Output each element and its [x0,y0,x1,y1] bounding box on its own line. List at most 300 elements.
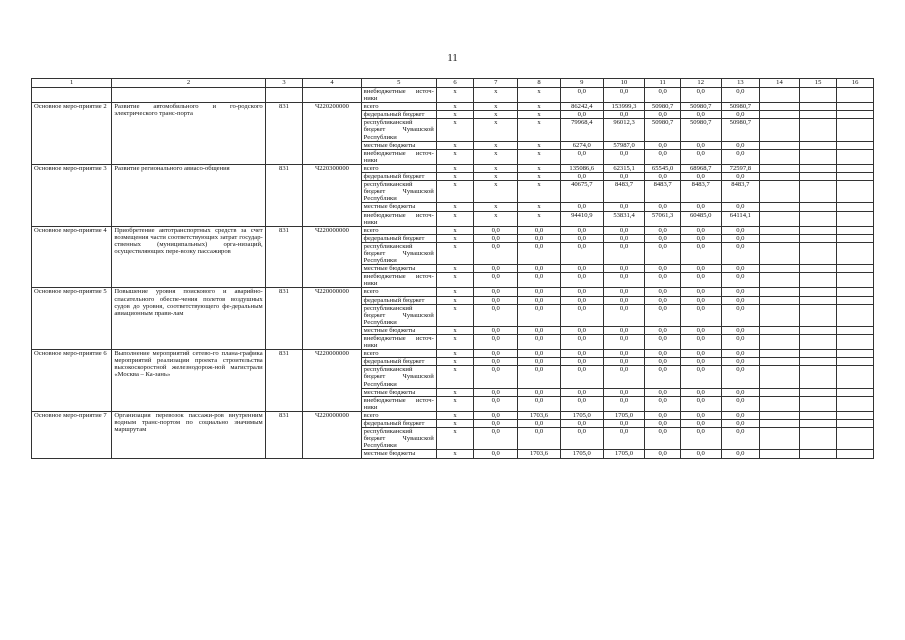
budget-table [31,78,874,459]
value-cell: 0,0 [560,203,603,211]
source-cell: внебюджетные источ-ники [361,211,436,226]
value-cell: 0,0 [721,149,760,164]
value-cell: 0,0 [560,265,603,273]
responsible-code: 831 [265,164,303,226]
empty-cell [760,234,800,242]
measure-description: Выполнение мероприятий сетево-го плана-графика мероприятий реализации проекта строительства высокоскоростной железнодорож-ной магистрали «Москва – Ка-зань» [112,350,265,412]
empty-cell [799,119,837,141]
source-cell: федеральный бюджет [361,111,436,119]
source-cell: внебюджетные источ-ники [361,149,436,164]
value-cell: x [436,326,474,334]
source-cell: внебюджетные источ-ники [361,88,436,103]
source-cell: всего [361,103,436,111]
value-cell: 0,0 [560,396,603,411]
empty-cell [799,181,837,203]
empty-cell [760,141,800,149]
empty-cell [837,226,874,234]
measure-name: Основное меро-приятие 6 [32,350,112,412]
table-row [32,164,874,172]
value-cell: 0,0 [560,242,603,264]
empty-cell [799,149,837,164]
empty-cell [799,296,837,304]
value-cell: 0,0 [518,242,561,264]
value-cell: 0,0 [680,234,721,242]
value-cell: 0,0 [474,411,518,419]
value-cell: 0,0 [518,420,561,428]
empty-cell [799,211,837,226]
value-cell: 0,0 [560,296,603,304]
value-cell: 8483,7 [603,181,645,203]
value-cell: 0,0 [645,358,680,366]
empty-cell [265,88,303,103]
value-cell: 0,0 [474,350,518,358]
empty-cell [837,411,874,419]
value-cell: 0,0 [560,111,603,119]
empty-cell [760,273,800,288]
source-cell: всего [361,350,436,358]
value-cell: x [436,296,474,304]
value-cell: x [436,304,474,326]
value-cell: 0,0 [721,234,760,242]
value-cell: 86242,4 [560,103,603,111]
value-cell: 0,0 [645,88,680,103]
empty-cell [837,88,874,103]
empty-cell [760,335,800,350]
value-cell: 0,0 [645,450,680,458]
empty-cell [760,396,800,411]
table-row [32,288,874,296]
value-cell: 0,0 [474,428,518,450]
value-cell: 0,0 [645,326,680,334]
value-cell: 0,0 [603,203,645,211]
source-cell: республиканский бюджет Чувашской Республики [361,119,436,141]
value-cell: x [436,450,474,458]
responsible-code: 831 [265,288,303,350]
value-cell: 65545,0 [645,164,680,172]
value-cell: 0,0 [680,265,721,273]
value-cell: 0,0 [603,366,645,388]
value-cell: 0,0 [560,304,603,326]
empty-cell [760,103,800,111]
value-cell: 0,0 [680,335,721,350]
value-cell: 0,0 [721,296,760,304]
value-cell: x [474,203,518,211]
source-cell: местные бюджеты [361,203,436,211]
value-cell: 0,0 [518,226,561,234]
value-cell: x [518,203,561,211]
value-cell: 72597,8 [721,164,760,172]
value-cell: 0,0 [560,428,603,450]
empty-cell [760,211,800,226]
value-cell: 0,0 [680,350,721,358]
value-cell: 0,0 [645,350,680,358]
value-cell: 0,0 [518,288,561,296]
value-cell: x [436,149,474,164]
value-cell: 0,0 [721,428,760,450]
value-cell: 0,0 [680,288,721,296]
value-cell: 62315,1 [603,164,645,172]
value-cell: 96012,3 [603,119,645,141]
empty-cell [837,350,874,358]
value-cell: 0,0 [645,242,680,264]
empty-cell [837,388,874,396]
column-header: 8 [518,79,561,88]
value-cell: 1703,6 [518,411,561,419]
value-cell: 0,0 [721,141,760,149]
value-cell: 8483,7 [721,181,760,203]
value-cell: 0,0 [645,149,680,164]
measure-name: Основное меро-приятие 2 [32,103,112,165]
value-cell: 0,0 [560,234,603,242]
empty-cell [837,288,874,296]
value-cell: 94410,9 [560,211,603,226]
empty-cell [837,164,874,172]
value-cell: 0,0 [645,111,680,119]
value-cell: 0,0 [680,273,721,288]
empty-cell [760,428,800,450]
measure-name: Основное меро-приятие 3 [32,164,112,226]
value-cell: 0,0 [518,234,561,242]
source-cell: всего [361,164,436,172]
value-cell: x [518,173,561,181]
column-header: 7 [474,79,518,88]
value-cell: 0,0 [518,396,561,411]
value-cell: x [436,288,474,296]
source-cell: всего [361,288,436,296]
value-cell: 0,0 [518,358,561,366]
empty-cell [760,226,800,234]
empty-cell [837,149,874,164]
source-cell: республиканский бюджет Чувашской Республики [361,242,436,264]
empty-cell [837,111,874,119]
value-cell: 0,0 [603,288,645,296]
empty-cell [837,119,874,141]
table-row [32,88,874,103]
value-cell: 0,0 [721,288,760,296]
empty-cell [799,234,837,242]
value-cell: 0,0 [474,288,518,296]
empty-cell [799,164,837,172]
empty-cell [760,304,800,326]
column-header: 15 [799,79,837,88]
source-cell: местные бюджеты [361,141,436,149]
value-cell: 0,0 [518,428,561,450]
empty-cell [799,141,837,149]
value-cell: x [436,203,474,211]
value-cell: x [436,88,474,103]
empty-cell [837,273,874,288]
source-cell: местные бюджеты [361,450,436,458]
empty-cell [799,366,837,388]
value-cell: 0,0 [645,234,680,242]
value-cell: 0,0 [603,428,645,450]
value-cell: 0,0 [680,141,721,149]
value-cell: x [436,350,474,358]
value-cell: 1705,0 [603,450,645,458]
value-cell: 0,0 [603,326,645,334]
value-cell: 0,0 [645,265,680,273]
value-cell: 50980,7 [721,119,760,141]
column-header: 4 [303,79,361,88]
empty-cell [760,149,800,164]
table-row [32,226,874,234]
measure-name: Основное меро-приятие 4 [32,226,112,288]
value-cell: 0,0 [721,396,760,411]
value-cell: 0,0 [603,226,645,234]
value-cell: 0,0 [518,265,561,273]
empty-cell [837,181,874,203]
value-cell: 0,0 [603,111,645,119]
value-cell: 0,0 [645,273,680,288]
value-cell: 0,0 [645,366,680,388]
value-cell: 0,0 [721,366,760,388]
empty-cell [837,203,874,211]
value-cell: 0,0 [721,411,760,419]
value-cell: 0,0 [680,203,721,211]
value-cell: 0,0 [560,149,603,164]
source-cell: федеральный бюджет [361,420,436,428]
value-cell: 79968,4 [560,119,603,141]
budget-code: Ч220300000 [303,164,361,226]
value-cell: x [518,141,561,149]
table-row [32,103,874,111]
value-cell: 0,0 [680,173,721,181]
value-cell: 0,0 [645,335,680,350]
value-cell: 0,0 [680,242,721,264]
value-cell: 0,0 [645,296,680,304]
empty-cell [760,296,800,304]
empty-cell [799,388,837,396]
column-header: 13 [721,79,760,88]
value-cell: 0,0 [603,335,645,350]
empty-cell [799,103,837,111]
value-cell: 0,0 [560,388,603,396]
value-cell: 6274,0 [560,141,603,149]
value-cell: 0,0 [474,265,518,273]
value-cell: 0,0 [474,326,518,334]
value-cell: 0,0 [721,203,760,211]
value-cell: 0,0 [603,358,645,366]
empty-cell [799,350,837,358]
value-cell: x [474,103,518,111]
value-cell: 0,0 [474,242,518,264]
value-cell: x [436,411,474,419]
column-header: 14 [760,79,800,88]
value-cell: 0,0 [680,226,721,234]
empty-cell [760,350,800,358]
empty-cell [837,450,874,458]
value-cell: x [436,242,474,264]
empty-cell [799,335,837,350]
value-cell: x [436,335,474,350]
value-cell: 0,0 [603,273,645,288]
measure-description: Повышение уровня поискового и аварийно-спасательного обеспе-чения полетов воздушных судов до уровня, соответствующего фе-деральным авиационным прави-лам [112,288,265,350]
value-cell: 1705,0 [560,411,603,419]
value-cell: 0,0 [680,88,721,103]
empty-cell [837,103,874,111]
empty-cell [760,181,800,203]
value-cell: 0,0 [518,335,561,350]
value-cell: 1705,0 [603,411,645,419]
value-cell: 60485,0 [680,211,721,226]
value-cell: x [436,234,474,242]
value-cell: x [436,119,474,141]
value-cell: 8483,7 [680,181,721,203]
value-cell: 0,0 [721,358,760,366]
column-header: 9 [560,79,603,88]
value-cell: 0,0 [721,88,760,103]
empty-cell [760,411,800,419]
value-cell: 0,0 [645,304,680,326]
value-cell: 0,0 [645,411,680,419]
source-cell: республиканский бюджет Чувашской Республики [361,181,436,203]
value-cell: x [436,420,474,428]
value-cell: 0,0 [680,428,721,450]
empty-cell [760,265,800,273]
value-cell: 0,0 [518,388,561,396]
value-cell: x [436,226,474,234]
value-cell: 0,0 [474,396,518,411]
value-cell: 0,0 [603,265,645,273]
empty-cell [760,326,800,334]
value-cell: 0,0 [645,420,680,428]
value-cell: 0,0 [560,366,603,388]
empty-cell [799,111,837,119]
source-cell: федеральный бюджет [361,234,436,242]
empty-cell [799,396,837,411]
value-cell: 0,0 [603,304,645,326]
budget-code: Ч220000000 [303,411,361,458]
value-cell: 0,0 [518,350,561,358]
empty-cell [799,450,837,458]
value-cell: x [518,111,561,119]
empty-cell [799,358,837,366]
empty-cell [799,411,837,419]
empty-cell [760,358,800,366]
value-cell: 0,0 [474,366,518,388]
value-cell: x [436,164,474,172]
value-cell: 50980,7 [680,119,721,141]
value-cell: 0,0 [518,326,561,334]
value-cell: 0,0 [560,273,603,288]
source-cell: всего [361,226,436,234]
value-cell: 0,0 [560,358,603,366]
empty-cell [837,335,874,350]
value-cell: 0,0 [721,226,760,234]
value-cell: 0,0 [721,388,760,396]
value-cell: 0,0 [680,450,721,458]
page-number: 11 [447,52,458,64]
value-cell: x [436,428,474,450]
value-cell: 0,0 [474,226,518,234]
value-cell: 0,0 [474,234,518,242]
value-cell: 0,0 [680,420,721,428]
empty-cell [760,119,800,141]
value-cell: 0,0 [560,335,603,350]
column-header: 11 [645,79,680,88]
value-cell: 0,0 [645,288,680,296]
empty-cell [799,288,837,296]
empty-cell [799,226,837,234]
value-cell: x [518,103,561,111]
value-cell: x [518,181,561,203]
value-cell: 0,0 [645,173,680,181]
value-cell: x [436,388,474,396]
column-header: 6 [436,79,474,88]
empty-cell [837,265,874,273]
empty-cell [837,242,874,264]
empty-cell [799,173,837,181]
budget-code: Ч220000000 [303,350,361,412]
column-header: 2 [112,79,265,88]
column-header: 16 [837,79,874,88]
empty-cell [760,366,800,388]
value-cell: 0,0 [518,273,561,288]
value-cell: 0,0 [680,396,721,411]
value-cell: 0,0 [680,296,721,304]
value-cell: x [518,164,561,172]
empty-cell [32,88,112,103]
value-cell: x [474,88,518,103]
value-cell: 0,0 [560,226,603,234]
value-cell: x [474,164,518,172]
source-cell: федеральный бюджет [361,296,436,304]
source-cell: местные бюджеты [361,265,436,273]
source-cell: республиканский бюджет Чувашской Республики [361,366,436,388]
value-cell: x [518,149,561,164]
value-cell: 50980,7 [645,119,680,141]
empty-cell [760,242,800,264]
responsible-code: 831 [265,350,303,412]
column-header: 12 [680,79,721,88]
empty-cell [837,358,874,366]
value-cell: 0,0 [474,450,518,458]
value-cell: 0,0 [518,296,561,304]
column-header: 1 [32,79,112,88]
value-cell: 0,0 [721,335,760,350]
empty-cell [837,173,874,181]
value-cell: x [436,111,474,119]
value-cell: 0,0 [721,326,760,334]
value-cell: x [474,181,518,203]
empty-cell [799,273,837,288]
empty-cell [760,388,800,396]
value-cell: 1703,6 [518,450,561,458]
measure-description: Приобретение автотранспортных средств за счет возмещения части соответствующих затрат государ-ственных (муниципальных) орга-низаций, осуществляющих пере-возку пассажиров [112,226,265,288]
empty-cell [760,288,800,296]
value-cell: 0,0 [560,173,603,181]
value-cell: 0,0 [680,149,721,164]
value-cell: x [518,88,561,103]
value-cell: 53831,4 [603,211,645,226]
source-cell: местные бюджеты [361,388,436,396]
source-cell: республиканский бюджет Чувашской Республики [361,428,436,450]
value-cell: 0,0 [721,111,760,119]
value-cell: 0,0 [474,335,518,350]
column-header: 10 [603,79,645,88]
measure-name: Основное меро-приятие 7 [32,411,112,458]
value-cell: x [436,181,474,203]
value-cell: 0,0 [474,420,518,428]
empty-cell [112,88,265,103]
value-cell: 0,0 [603,388,645,396]
empty-cell [799,88,837,103]
empty-cell [760,450,800,458]
empty-cell [837,296,874,304]
value-cell: 0,0 [721,450,760,458]
value-cell: x [518,211,561,226]
value-cell: 0,0 [721,242,760,264]
